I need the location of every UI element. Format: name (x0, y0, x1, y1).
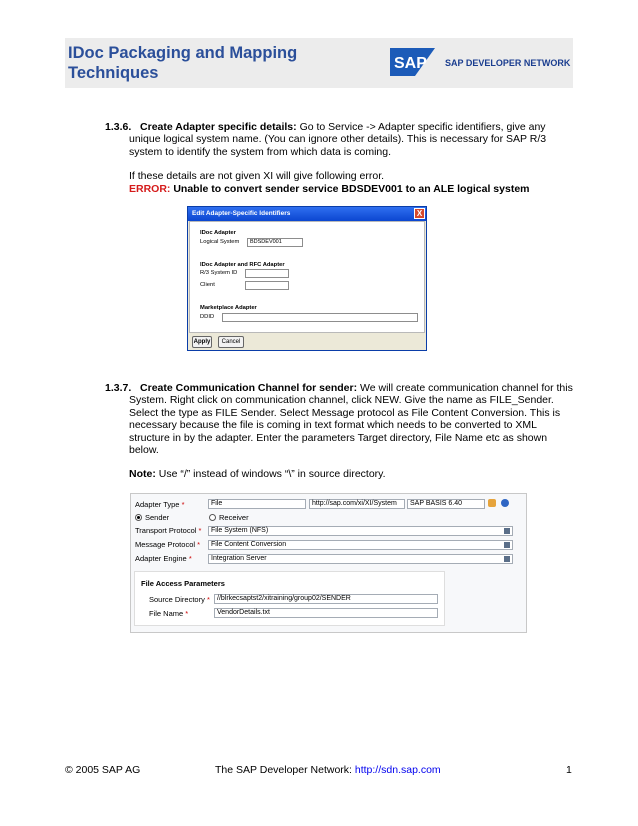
note-text: Use “/” instead of windows “\” in source directory. (158, 468, 386, 481)
message-protocol-label: Message Protocol * (135, 540, 201, 549)
section-text: system to identify the system from which data is coming. (129, 145, 392, 158)
section-text: necessary because the file is coming in text format which needs to be converted to XML (129, 419, 537, 432)
logical-system-field[interactable]: BDSDEV001 (247, 238, 303, 247)
section-1-3-6 (105, 121, 555, 195)
note-label: Note: (129, 468, 156, 481)
r3-system-field[interactable] (245, 269, 289, 278)
ddid-label: DDID (200, 314, 215, 320)
section-text: System. Right click on communication channel, click NEW. Give the name as FILE_Sender. (129, 394, 554, 407)
fap-heading: File Access Parameters (141, 579, 225, 588)
receiver-label: Receiver (219, 513, 249, 522)
error-message: Unable to convert sender service BDSDEV001 to an ALE logical system (173, 182, 530, 195)
section-number: 1.3.7. (105, 382, 132, 394)
source-directory-field[interactable]: //blrkecsaptst2/xitraining/group02/SENDER (214, 594, 438, 604)
swcv-field[interactable]: SAP BASIS 6.40 (407, 499, 485, 509)
section-heading: Create Communication Channel for sender: (140, 382, 358, 394)
transport-protocol-label: Transport Protocol * (135, 526, 202, 535)
r3-system-label: R/3 System ID (200, 270, 238, 276)
error-label: ERROR: (129, 182, 171, 195)
adapter-identifiers-dialog (187, 206, 427, 351)
idoc-adapter-heading: IDoc Adapter (200, 230, 236, 236)
rfc-adapter-heading: IDoc Adapter and RFC Adapter (200, 262, 285, 268)
logical-system-label: Logical System (200, 239, 240, 245)
section-text: Go to Service -> Adapter specific identifiers, give any (299, 121, 546, 133)
section-text: below. (129, 444, 159, 457)
message-protocol-select[interactable]: File Content Conversion (208, 540, 513, 550)
chevron-down-icon (504, 542, 510, 548)
chevron-down-icon (504, 556, 510, 562)
client-label: Client (200, 282, 215, 288)
file-access-parameters (134, 571, 445, 626)
file-name-field[interactable]: VendorDetails.txt (214, 608, 438, 618)
namespace-field[interactable]: http://sap.com/xi/XI/System (309, 499, 405, 509)
file-name-label: File Name * (149, 609, 189, 618)
page-header (65, 38, 573, 88)
source-directory-label: Source Directory * (149, 595, 210, 604)
communication-channel-panel (130, 493, 527, 633)
adapter-engine-select[interactable]: Integration Server (208, 554, 513, 564)
chevron-down-icon (504, 528, 510, 534)
sender-radio[interactable] (135, 514, 142, 521)
section-1-3-7 (105, 382, 575, 481)
svg-text:SAP: SAP (394, 55, 427, 72)
client-field[interactable] (245, 281, 289, 290)
adapter-type-field[interactable]: File (208, 499, 306, 509)
footer-copyright: © 2005 SAP AG (65, 764, 141, 776)
page-number: 1 (566, 764, 572, 776)
receiver-radio[interactable] (209, 514, 216, 521)
sdn-link[interactable]: http://sdn.sap.com (354, 764, 441, 776)
adapter-type-label: Adapter Type * (135, 500, 185, 509)
adapter-engine-label: Adapter Engine * (135, 554, 192, 563)
sender-label: Sender (145, 513, 170, 522)
lookup-icon[interactable] (488, 499, 496, 507)
sap-logo (390, 48, 435, 76)
sdn-brand: SAP DEVELOPER NETWORK (445, 58, 571, 68)
section-text: Select the type as FILE Sender. Select Message protocol as File Content Conversion. This is (129, 406, 561, 419)
document-title: IDoc Packaging and Mapping Techniques (68, 44, 298, 82)
cancel-button[interactable]: Cancel (218, 336, 244, 348)
section-text: If these details are not given XI will give following error. (129, 170, 385, 183)
section-heading: Create Adapter specific details: (140, 121, 297, 133)
marketplace-heading: Marketplace Adapter (200, 305, 257, 311)
footer-center: The SAP Developer Network: http://sdn.sap.com (215, 764, 441, 776)
close-icon[interactable]: X (414, 208, 425, 219)
ddid-field[interactable] (222, 313, 418, 322)
section-text: We will create communication channel for this (360, 382, 573, 394)
section-text: unique logical system name. (You can ignore other details). This is necessary for SAP R/3 (129, 133, 547, 146)
transport-protocol-select[interactable]: File System (NFS) (208, 526, 513, 536)
apply-button[interactable]: Apply (192, 336, 212, 348)
help-icon[interactable] (501, 499, 509, 507)
section-number: 1.3.6. (105, 121, 132, 133)
dialog-title: Edit Adapter-Specific Identifiers X (188, 207, 426, 221)
section-text: structure in by the adapter. Enter the parameters Target directory, File Name etc as shown (129, 431, 548, 444)
